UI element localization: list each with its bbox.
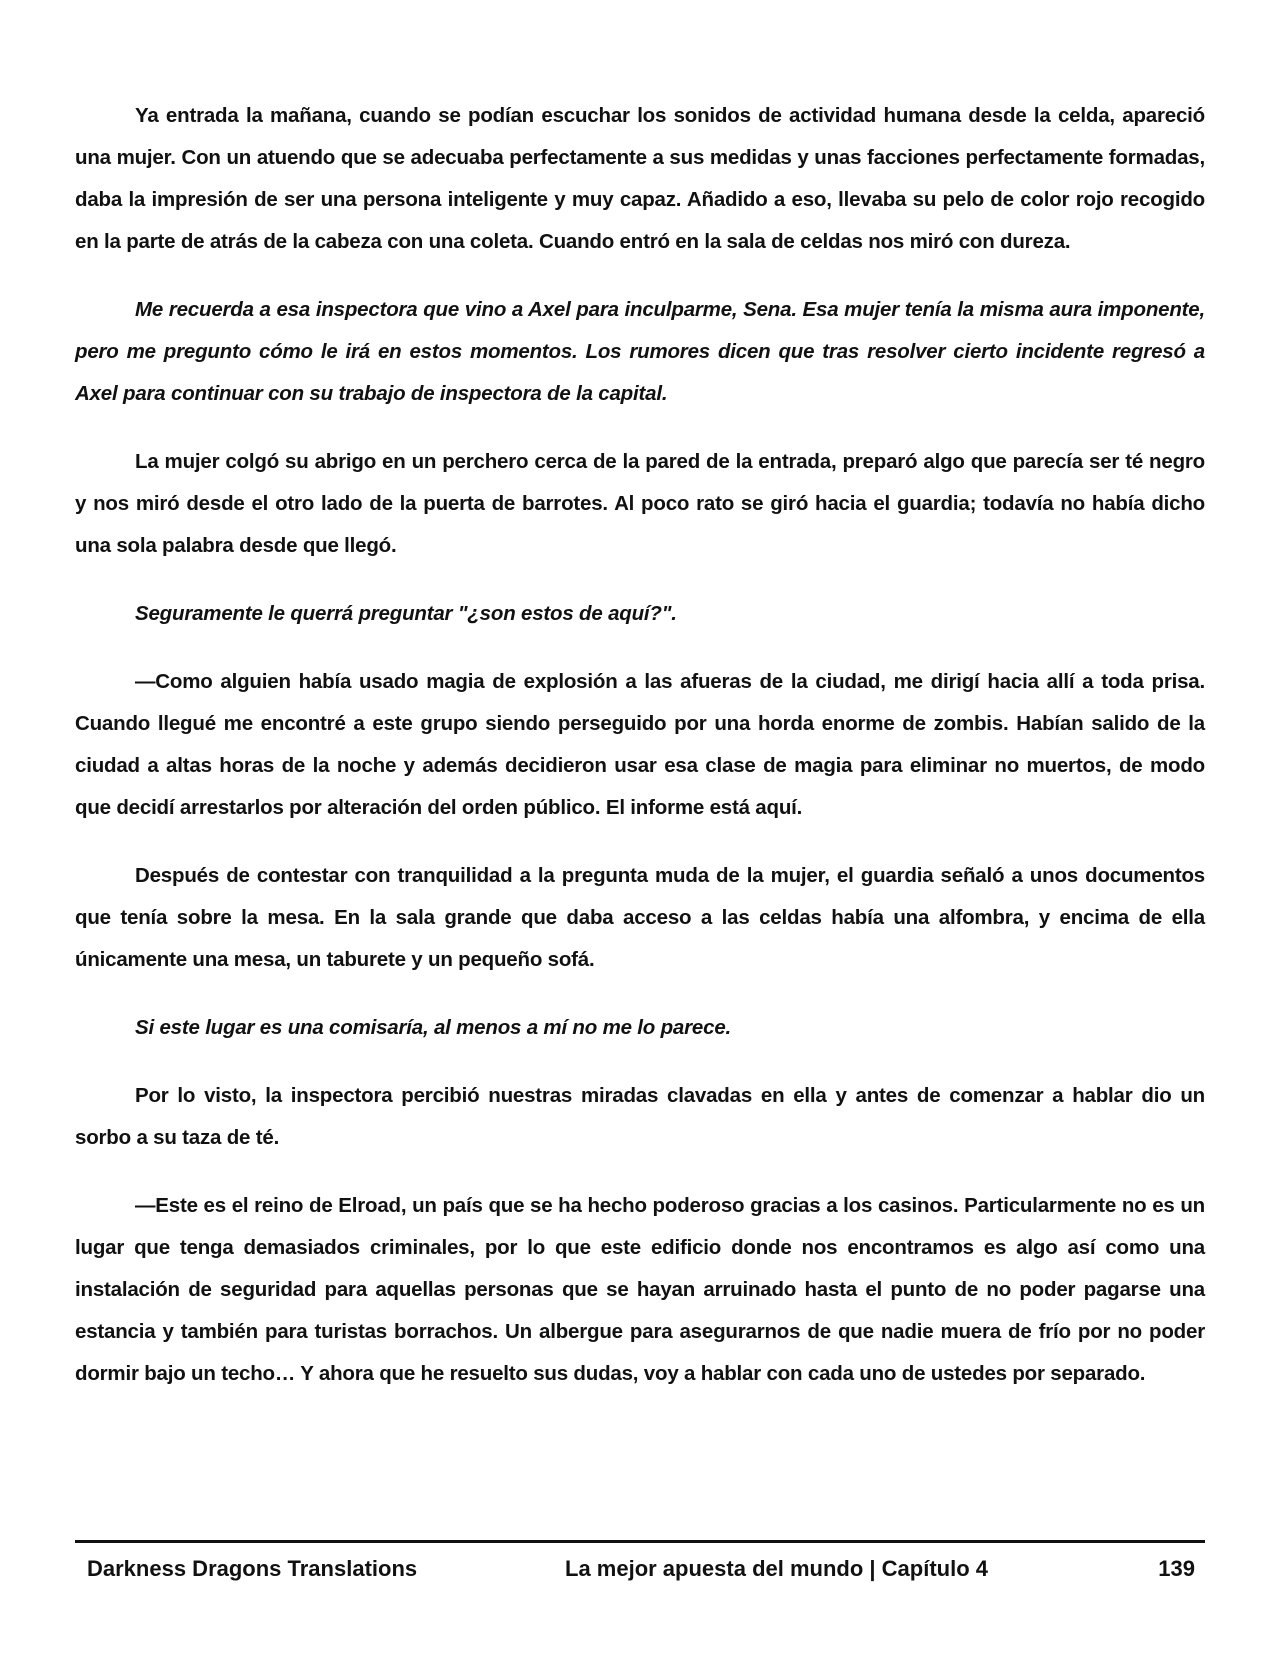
footer-divider (75, 1540, 1205, 1543)
page-number: 139 (1158, 1556, 1195, 1581)
footer-publisher: Darkness Dragons Translations (87, 1556, 418, 1581)
paragraph-3: La mujer colgó su abrigo en un perchero cerca de la pared de la entrada, preparó algo que parecía ser té negro y nos miró desde el otro lado de la puerta de barrotes. Al poco rato se giró hacia el guardia; todavía no había dicho una sola palabra desde que llegó. (75, 450, 1205, 557)
page-footer (75, 1550, 1205, 1590)
paragraph-1: Ya entrada la mañana, cuando se podían escuchar los sonidos de actividad humana desde la celda, apareció una mujer. Con un atuendo que se adecuaba perfectamente a sus medidas y unas facciones perfectamente formadas, daba la impresión de ser una persona inteligente y muy capaz. Añadido a eso, llevaba su pelo de color rojo recogido en la parte de atrás de la cabeza con una coleta. Cuando entró en la sala de celdas nos miró con dureza. (75, 104, 1205, 253)
footer-book-chapter: La mejor apuesta del mundo | Capítulo 4 (565, 1556, 988, 1581)
page-body (75, 95, 1205, 1421)
paragraph-2-thought: Me recuerda a esa inspectora que vino a Axel para inculparme, Sena. Esa mujer tenía la misma aura imponente, pero me pregunto cómo le irá en estos momentos. Los rumores dicen que tras resolver cierto incidente regresó a Axel para continuar con su trabajo de inspectora de la capital. (75, 298, 1205, 405)
paragraph-6: Después de contestar con tranquilidad a la pregunta muda de la mujer, el guardia señaló a unos documentos que tenía sobre la mesa. En la sala grande que daba acceso a las celdas había una alfombra, y encima de ella únicamente una mesa, un taburete y un pequeño sofá. (75, 864, 1205, 971)
paragraph-5-dialogue: —Como alguien había usado magia de explosión a las afueras de la ciudad, me dirigí hacia allí a toda prisa. Cuando llegué me encontré a este grupo siendo perseguido por una horda enorme de zombis. Habían salido de la ciudad a altas horas de la noche y además decidieron usar esa clase de magia para eliminar no muertos, de modo que decidí arrestarlos por alteración del orden público. El informe está aquí. (75, 670, 1205, 819)
paragraph-7-thought: Si este lugar es una comisaría, al menos a mí no me lo parece. (135, 1016, 732, 1039)
paragraph-4-thought: Seguramente le querrá preguntar "¿son estos de aquí?". (135, 602, 677, 625)
paragraph-9-dialogue: —Este es el reino de Elroad, un país que se ha hecho poderoso gracias a los casinos. Particularmente no es un lugar que tenga demasiados criminales, por lo que este edificio donde nos encontramos es algo así como una instalación de seguridad para aquellas personas que se hayan arruinado hasta el punto de no poder pagarse una estancia y también para turistas borrachos. Un albergue para asegurarnos de que nadie muera de frío por no poder dormir bajo un techo… Y ahora que he resuelto sus dudas, voy a hablar con cada uno de ustedes por separado. (75, 1194, 1205, 1385)
paragraph-8: Por lo visto, la inspectora percibió nuestras miradas clavadas en ella y antes de comenzar a hablar dio un sorbo a su taza de té. (75, 1084, 1205, 1149)
